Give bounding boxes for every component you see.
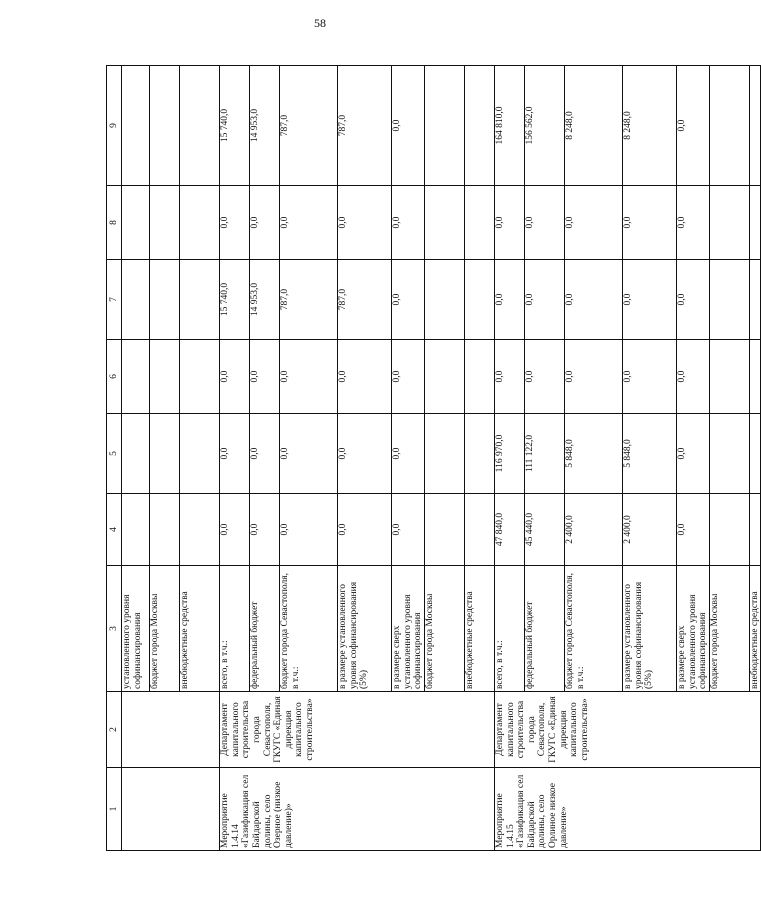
table-row [220,66,250,851]
measure-executor: Департамент капитального строительства города Севастополя, ГКУГС «Единая дирекция капитального строительства» [494,692,761,768]
value-cell [464,260,494,340]
value-cell [150,494,180,566]
value-cell: 5 848,0 [564,414,622,494]
value-cell: 111 122,0 [524,414,564,494]
value-cell: 0,0 [494,260,524,340]
value-cell [709,186,749,260]
value-cell: 8 248,0 [622,66,676,186]
measure-executor: Департамент капитального строительства города Севастополя, ГКУГС «Единая дирекция капитального строительства» [220,692,495,768]
source-cell: установленного уровня софинансирования [122,566,150,692]
value-cell [122,340,150,414]
value-cell: 0,0 [676,494,709,566]
value-cell: 14 953,0 [250,260,280,340]
value-cell: 0,0 [676,66,709,186]
page-number: 58 [314,16,326,30]
value-cell: 0,0 [622,340,676,414]
source-cell: федеральный бюджет [524,566,564,692]
value-cell: 156 562,0 [524,66,564,186]
value-cell: 116 970,0 [494,414,524,494]
value-cell: 0,0 [392,340,425,414]
value-cell: 45 440,0 [524,494,564,566]
header-row [107,66,122,851]
value-cell [749,340,761,414]
value-cell: 787,0 [280,66,338,186]
value-cell [749,414,761,494]
value-cell: 0,0 [524,260,564,340]
value-cell [709,494,749,566]
table-row [494,66,524,851]
value-cell: 0,0 [280,494,338,566]
value-cell: 0,0 [220,494,250,566]
value-cell: 0,0 [392,66,425,186]
value-cell: 0,0 [280,186,338,260]
empty-cell [122,692,220,768]
value-cell [709,66,749,186]
value-cell: 0,0 [676,260,709,340]
value-cell: 0,0 [220,414,250,494]
value-cell: 0,0 [392,494,425,566]
budget-table [106,65,761,851]
value-cell [150,186,180,260]
value-cell: 0,0 [250,340,280,414]
table-row [122,66,150,851]
value-cell [180,340,220,414]
value-cell [180,414,220,494]
value-cell: 0,0 [494,186,524,260]
value-cell: 8 248,0 [564,66,622,186]
value-cell [150,66,180,186]
column-header: 1 [107,768,122,851]
value-cell: 15 740,0 [220,260,250,340]
value-cell [122,66,150,186]
value-cell: 0,0 [564,340,622,414]
value-cell: 0,0 [280,414,338,494]
value-cell [180,260,220,340]
empty-cell [122,768,220,851]
value-cell [749,66,761,186]
value-cell: 0,0 [280,340,338,414]
value-cell [464,186,494,260]
value-cell [424,66,464,186]
value-cell: 164 810,0 [494,66,524,186]
value-cell [150,260,180,340]
value-cell: 0,0 [392,414,425,494]
measure-title: Мероприятие 1.4.15 «Газификация сел Байдарской долины, село Орлиное низкое давление» [494,768,761,851]
value-cell [464,340,494,414]
source-cell: внебюджетные средства [180,566,220,692]
value-cell [424,414,464,494]
column-header: 4 [107,494,122,566]
rotated-table-container [106,66,760,851]
value-cell: 0,0 [250,186,280,260]
value-cell: 5 848,0 [622,414,676,494]
source-cell: бюджет города Севастополя, в т.ч.: [564,566,622,692]
value-cell: 14 953,0 [250,66,280,186]
value-cell [424,494,464,566]
value-cell [424,186,464,260]
source-cell: в размере установленного уровня софинансирования (5%) [622,566,676,692]
rotated-table-frame [106,66,760,851]
value-cell [122,494,150,566]
value-cell [122,260,150,340]
column-header: 6 [107,340,122,414]
value-cell: 0,0 [676,340,709,414]
source-cell: в размере сверх установленного уровня софинансирования [676,566,709,692]
value-cell: 0,0 [338,186,392,260]
value-cell [749,260,761,340]
value-cell [709,414,749,494]
value-cell: 0,0 [220,186,250,260]
source-cell: в размере сверх установленного уровня софинансирования [392,566,425,692]
value-cell [464,66,494,186]
column-header: 5 [107,414,122,494]
value-cell [150,414,180,494]
source-cell: всего, в т.ч.: [220,566,250,692]
value-cell [150,340,180,414]
value-cell [749,186,761,260]
value-cell: 0,0 [392,186,425,260]
value-cell: 0,0 [622,260,676,340]
value-cell: 0,0 [338,340,392,414]
value-cell: 0,0 [564,186,622,260]
column-header: 8 [107,186,122,260]
value-cell [424,340,464,414]
value-cell [464,494,494,566]
column-header: 7 [107,260,122,340]
source-cell: в размере установленного уровня софинансирования (5%) [338,566,392,692]
value-cell: 0,0 [220,340,250,414]
value-cell: 0,0 [338,414,392,494]
value-cell [122,186,150,260]
column-header: 9 [107,66,122,186]
value-cell [464,414,494,494]
value-cell [749,494,761,566]
measure-title: Мероприятие 1.4.14 «Газификация сел Байдарской долины, село Озерное (низкое давление)» [220,768,495,851]
value-cell [180,66,220,186]
value-cell: 0,0 [392,260,425,340]
value-cell: 787,0 [338,260,392,340]
value-cell: 0,0 [622,186,676,260]
source-cell: всего, в т.ч.: [494,566,524,692]
value-cell: 0,0 [676,186,709,260]
column-header: 2 [107,692,122,768]
value-cell: 0,0 [494,340,524,414]
value-cell [424,260,464,340]
value-cell: 0,0 [676,414,709,494]
value-cell [709,340,749,414]
value-cell: 0,0 [338,494,392,566]
source-cell: бюджет города Москвы [150,566,180,692]
value-cell [122,414,150,494]
value-cell: 0,0 [524,186,564,260]
value-cell [709,260,749,340]
value-cell: 0,0 [564,260,622,340]
source-cell: бюджет города Москвы [424,566,464,692]
value-cell: 787,0 [338,66,392,186]
column-header: 3 [107,566,122,692]
source-cell: бюджет города Севастополя, в т.ч.: [280,566,338,692]
value-cell: 2 400,0 [564,494,622,566]
value-cell: 787,0 [280,260,338,340]
source-cell: внебюджетные средства [464,566,494,692]
value-cell: 47 840,0 [494,494,524,566]
source-cell: бюджет города Москвы [709,566,749,692]
source-cell: федеральный бюджет [250,566,280,692]
value-cell [180,494,220,566]
value-cell [180,186,220,260]
value-cell: 0,0 [250,414,280,494]
value-cell: 0,0 [524,340,564,414]
value-cell: 15 740,0 [220,66,250,186]
source-cell: внебюджетные средства [749,566,761,692]
value-cell: 2 400,0 [622,494,676,566]
value-cell: 0,0 [250,494,280,566]
